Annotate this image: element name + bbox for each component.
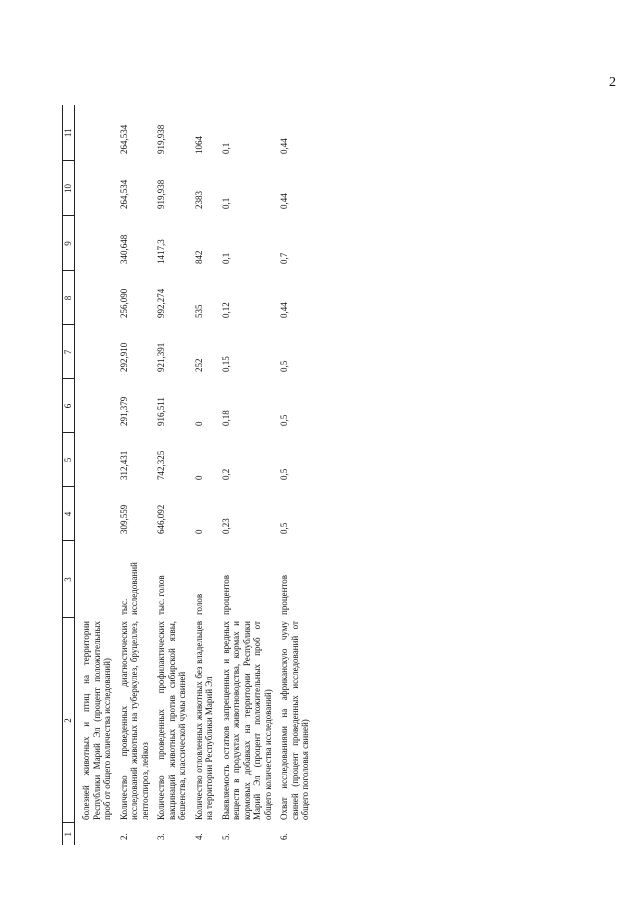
indicator-value: 264,534 (118, 179, 129, 209)
indicator-value: 646,092 (156, 504, 166, 534)
col-header-5: 5 (63, 433, 75, 487)
row-number (75, 823, 113, 845)
indicator-value: 1064 (193, 136, 204, 154)
indicator-value: 919,938 (156, 124, 166, 154)
row-number: 6. (279, 833, 289, 840)
row-number: 5. (220, 833, 231, 840)
header-row (63, 105, 75, 845)
indicator-value: 0,44 (279, 138, 289, 154)
table-row (273, 105, 311, 845)
indicator-value (75, 105, 113, 161)
indicator-value: 535 (193, 304, 204, 318)
indicator-value: 340,648 (118, 234, 129, 264)
indicator-value: 309,559 (118, 504, 129, 534)
table-row (113, 105, 151, 845)
indicator-value (75, 216, 113, 271)
col-header-7: 7 (63, 325, 75, 379)
indicator-value: 842 (193, 250, 204, 264)
indicator-value: 0,44 (279, 193, 289, 209)
col-header-4: 4 (63, 487, 75, 541)
indicator-value: 0,18 (220, 410, 231, 426)
col-header-6: 6 (63, 379, 75, 433)
indicator-name: болезней животных и птиц на территории Республики Марий Эл (процент положительных проб от общего количества исследований) (81, 621, 112, 820)
indicator-value: 0,15 (220, 356, 231, 372)
indicator-value: 292,910 (118, 342, 129, 372)
indicator-name: Охват исследованиями на африканскую чуму свиней (процент проведенных исследований от общего поголовья свиней) (279, 621, 310, 820)
col-header-11: 11 (63, 105, 75, 161)
table-body (75, 105, 311, 845)
indicator-value: 0,5 (279, 414, 289, 426)
indicator-value: 0,5 (279, 468, 289, 480)
indicator-name: Выявляемость остатков запрещенных и вредных веществ в продуктах животноводства, кормах и кормовых добавках на территории Республики Марий Эл (процент положительных проб от общего количества исследований) (220, 621, 273, 820)
indicator-value (75, 271, 113, 325)
indicator-value: 919,938 (156, 179, 166, 209)
unit-of-measure: процентов (279, 574, 289, 615)
indicator-name: Количество проведенных профилактических вакцинаций животных против сибирской язвы, бешенства, классической чумы свиней (156, 621, 187, 820)
unit-of-measure: голов (193, 593, 204, 615)
indicator-value: 0,12 (220, 302, 231, 318)
indicator-value: 0 (193, 421, 204, 426)
indicator-value: 0,2 (220, 468, 231, 480)
page-number: 2 (609, 75, 616, 90)
indicator-value: 921,391 (156, 342, 166, 372)
table-row (75, 105, 113, 845)
indicator-value: 0,1 (220, 142, 231, 154)
indicator-value (75, 161, 113, 216)
indicator-value: 312,431 (118, 450, 129, 480)
table-row (188, 105, 215, 845)
indicator-value: 0,1 (220, 252, 231, 264)
row-number: 2. (118, 833, 129, 840)
unit-of-measure: тыс. исследований (118, 562, 139, 615)
col-header-9: 9 (63, 216, 75, 271)
col-header-1: 1 (63, 823, 75, 845)
indicator-value: 1417,3 (156, 239, 166, 264)
col-header-8: 8 (63, 271, 75, 325)
indicator-value (75, 487, 113, 541)
indicator-value: 0,44 (279, 302, 289, 318)
indicator-table (62, 105, 311, 845)
rotated-table-container (62, 105, 570, 845)
indicator-value: 252 (193, 358, 204, 372)
row-number: 4. (193, 833, 204, 840)
indicator-value: 992,274 (156, 288, 166, 318)
indicator-value: 0,5 (279, 522, 289, 534)
indicator-value (75, 379, 113, 433)
indicator-value: 264,534 (118, 124, 129, 154)
table-row (215, 105, 274, 845)
indicator-value (75, 325, 113, 379)
indicator-value: 0,7 (279, 252, 289, 264)
indicator-name: Количество проведенных диагностических исследований животных на туберкулез, бруцеллез, лептоспироз, лейкоз (118, 621, 150, 820)
indicator-value: 0,23 (220, 518, 231, 534)
indicator-value: 291,379 (118, 396, 129, 426)
indicator-value: 256,090 (118, 288, 129, 318)
indicator-value (75, 433, 113, 487)
col-header-10: 10 (63, 161, 75, 216)
indicator-value: 0 (193, 475, 204, 480)
indicator-value: 0 (193, 529, 204, 534)
indicator-value: 916,511 (156, 397, 166, 426)
indicator-name: Количество отловленных животных без владельцев на территории Республики Марий Эл (193, 621, 214, 820)
indicator-value: 0,5 (279, 360, 289, 372)
table-row (150, 105, 188, 845)
unit-of-measure: процентов (220, 574, 231, 615)
unit-of-measure: тыс. голов (156, 575, 166, 615)
col-header-2: 2 (63, 618, 75, 823)
indicator-value: 2383 (193, 191, 204, 209)
row-number: 3. (156, 833, 166, 840)
unit-of-measure (75, 541, 113, 618)
indicator-value: 742,325 (156, 450, 166, 480)
indicator-value: 0,1 (220, 197, 231, 209)
col-header-3: 3 (63, 541, 75, 618)
